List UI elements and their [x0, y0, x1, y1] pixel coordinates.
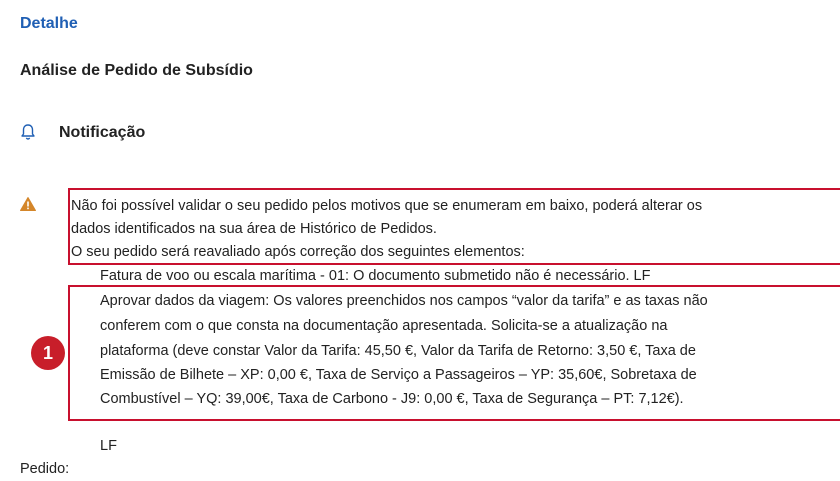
pedido-label: Pedido:: [20, 461, 70, 477]
notification-item-2-line-4: Emissão de Bilhete – XP: 0,00 €, Taxa de Serviço a Passageiros – YP: 35,60€, Sobretaxa de: [100, 367, 697, 383]
notification-intro-line-2: dados identificados na sua área de Histórico de Pedidos.: [71, 221, 437, 237]
notification-item-1: Fatura de voo ou escala marítima - 01: O documento submetido não é necessário. LF: [100, 268, 651, 284]
notification-intro-line-1: Não foi possível validar o seu pedido pelos motivos que se enumeram em baixo, poderá alterar os: [71, 198, 703, 214]
warning-icon: [20, 197, 36, 211]
tab-title-detalhe[interactable]: Detalhe: [20, 15, 78, 32]
notification-item-2-line-3: plataforma (deve constar Valor da Tarifa: 45,50 €, Valor da Tarifa de Retorno: 3,50 €, Taxa de: [100, 343, 696, 359]
notification-item-2-line-2: conferem com o que consta na documentação apresentada. Solicita-se a atualização na: [100, 318, 668, 334]
annotation-badge: 1: [31, 336, 65, 370]
highlight-box-item-2: [68, 285, 840, 421]
notification-item-2-line-5: Combustível – YQ: 39,00€, Taxa de Carbono - J9: 0,00 €, Taxa de Segurança – PT: 7,12€).: [100, 391, 684, 407]
notification-item-2-line-1: Aprovar dados da viagem: Os valores preenchidos nos campos “valor da tarifa” e as taxas não: [100, 293, 708, 309]
highlight-box-intro: [68, 188, 840, 265]
page-title: Análise de Pedido de Subsídio: [20, 62, 253, 79]
notification-intro-line-3: O seu pedido será reavaliado após correção dos seguintes elementos:: [71, 244, 525, 260]
notification-title: Notificação: [59, 124, 146, 141]
bell-icon: [20, 123, 36, 141]
trailing-note: LF: [100, 438, 117, 454]
